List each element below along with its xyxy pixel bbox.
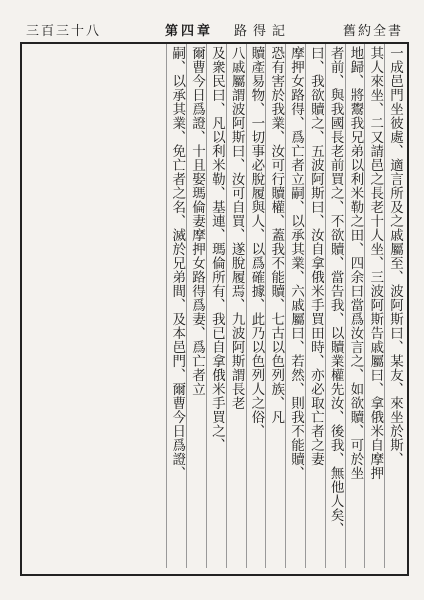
text-column: 摩押女路得、爲亡者立嗣、以承其業、六戚屬曰、若然、則我不能贖、: [285, 44, 305, 568]
book-title: 舊約全書: [342, 24, 403, 39]
text-column: 嗣、以承其業、免亡者之名、滅於兄弟間、及本邑門、爾曹今日爲證、: [166, 44, 186, 568]
text-column: 一成邑門坐彼處、適言所及之戚屬至、波阿斯曰、某友、來坐於斯、: [384, 44, 404, 568]
section-name: 路得記: [233, 24, 291, 39]
text-column: 及衆民曰、凡以利米勒、基連、瑪倫所有、我已自拿俄米手買之、: [206, 44, 226, 568]
text-column: 爾曹今日爲證、十且娶瑪倫妻摩押女路得爲妻、爲亡者立: [186, 44, 206, 568]
text-column: 曰、我欲贖之、五波阿斯曰、汝自拿俄米手買田時、亦必取亡者之妻: [305, 44, 325, 568]
text-column: 者前、與我國長老前買之、不欲贖、當告我、以贖業權先汝、後我、無他人矣、: [325, 44, 345, 568]
text-column: 其人來坐、二又請邑之長老十人坐、三波阿斯告戚屬曰、拿俄米自摩押: [364, 44, 384, 568]
running-header: [20, 20, 409, 42]
text-column: 恐有害於我業、汝可行贖權、蓋我不能贖、七古以色列族、凡: [265, 44, 285, 568]
text-column: 八戚屬謂波阿斯曰、汝可自買、遂脫履焉、九波阿斯謂長老: [226, 44, 246, 568]
chapter-label: 第四章: [164, 24, 213, 39]
text-column: 地歸、將鬻我兄弟以利米勒之田、四余曰當爲汝言之、如欲贖、可於坐: [345, 44, 365, 568]
page-number: 三百三十八: [26, 24, 102, 39]
text-column: 贖產易物、一切事必脫履與人、以爲確據、此乃以色列人之俗、: [246, 44, 266, 568]
main-text: [24, 44, 404, 572]
